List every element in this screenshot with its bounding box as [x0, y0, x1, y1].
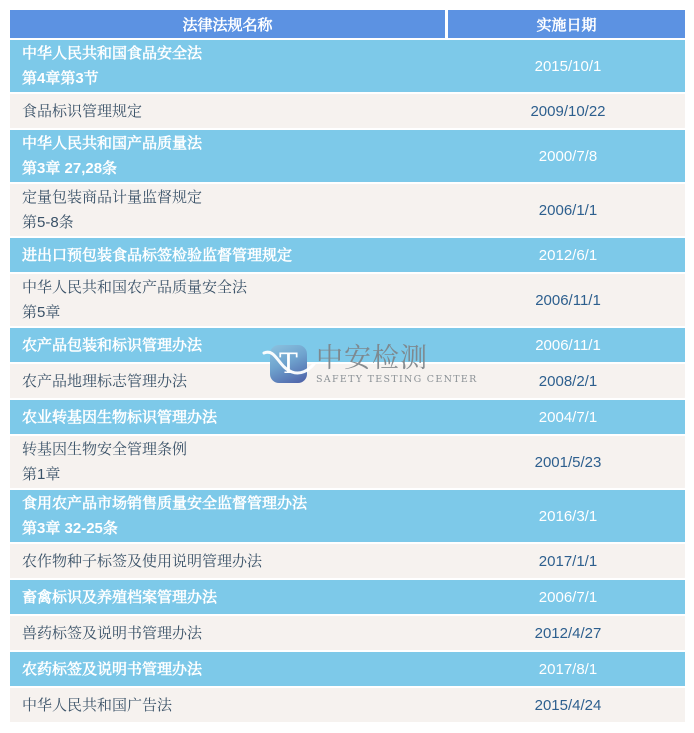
law-name-line1: 农产品地理标志管理办法: [22, 372, 188, 390]
table-row: [10, 544, 685, 580]
header-effective-date: 实施日期: [536, 16, 597, 34]
law-name-line1: 进出口预包装食品标签检验监督管理规定: [22, 246, 293, 264]
effective-date-cell: 2016/3/1: [538, 507, 598, 525]
table-row: [10, 94, 685, 130]
effective-date-cell: 2001/5/23: [534, 453, 602, 471]
effective-date-cell: 2006/11/1: [535, 336, 601, 354]
table-row: [10, 580, 685, 616]
law-name-line1: 定量包装商品计量监督规定: [22, 189, 203, 206]
table-header-row: [10, 10, 685, 40]
effective-date-cell: 2006/7/1: [538, 588, 598, 606]
table-row: [10, 400, 685, 436]
law-name-line2: 第3章 32-25条: [22, 520, 118, 537]
effective-date-cell: 2006/11/1: [535, 291, 601, 309]
law-name-line1: 中华人民共和国食品安全法: [22, 45, 203, 62]
table-row: [10, 40, 685, 94]
effective-date-cell: 2015/10/1: [534, 57, 602, 75]
law-name-line1: 中华人民共和国农产品质量安全法: [22, 279, 248, 296]
regulations-table: [10, 10, 685, 724]
table-row: [10, 652, 685, 688]
effective-date-cell: 2000/7/8: [538, 147, 598, 165]
law-name-cell: [10, 688, 451, 722]
law-name-cell: [10, 184, 451, 236]
law-name-line1: 畜禽标识及养殖档案管理办法: [22, 588, 218, 606]
law-name-line2: 第3章 27,28条: [22, 160, 118, 177]
effective-date-cell: 2015/4/24: [534, 696, 602, 714]
law-name-cell: [10, 490, 451, 542]
table-row: [10, 238, 685, 274]
table-row: [10, 490, 685, 544]
table-row: [10, 184, 685, 238]
law-name-line2: 第4章第3节: [22, 70, 99, 87]
law-name-cell: [10, 130, 451, 182]
table-row: [10, 688, 685, 724]
law-name-cell: [10, 328, 451, 362]
law-name-cell: [10, 400, 451, 434]
law-name-cell: [10, 364, 451, 398]
law-name-cell: [10, 544, 451, 578]
law-name-line1: 农作物种子标签及使用说明管理办法: [22, 552, 263, 570]
law-name-cell: [10, 40, 451, 92]
law-name-line1: 食用农产品市场销售质量安全监督管理办法: [22, 495, 308, 512]
table-row: [10, 616, 685, 652]
table-row: [10, 130, 685, 184]
law-name-cell: [10, 616, 451, 650]
law-name-line1: 农产品包装和标识管理办法: [22, 336, 203, 354]
effective-date-cell: 2009/10/22: [530, 102, 606, 120]
law-name-line1: 中华人民共和国产品质量法: [22, 135, 203, 152]
law-name-line1: 食品标识管理规定: [22, 102, 143, 120]
law-name-line2: 第1章: [22, 466, 61, 483]
watermark-subtitle: SAFETY TESTING CENTER: [316, 374, 478, 385]
law-name-line2: 第5-8条: [22, 214, 74, 231]
header-law-name: 法律法规名称: [10, 10, 448, 38]
law-name-line1: 农药标签及说明书管理办法: [22, 660, 203, 678]
table-body: [10, 40, 685, 724]
law-name-line2: 第5章: [22, 304, 61, 321]
law-name-line1: 兽药标签及说明书管理办法: [22, 624, 203, 642]
law-name-line1: 中华人民共和国广告法: [22, 696, 173, 714]
table-row: [10, 364, 685, 400]
effective-date-cell: 2012/4/27: [534, 624, 602, 642]
effective-date-cell: 2017/1/1: [538, 552, 598, 570]
law-name-cell: [10, 238, 451, 272]
law-name-cell: [10, 94, 451, 128]
effective-date-cell: 2012/6/1: [538, 246, 598, 264]
table-row: [10, 274, 685, 328]
effective-date-cell: 2017/8/1: [538, 660, 598, 678]
watermark-title: 中安检测: [316, 343, 428, 374]
law-name-cell: [10, 436, 451, 488]
law-name-cell: [10, 274, 451, 326]
law-name-line1: 转基因生物安全管理条例: [22, 441, 188, 458]
table-row: [10, 328, 685, 364]
law-name-cell: [10, 652, 451, 686]
effective-date-cell: 2006/1/1: [538, 201, 598, 219]
effective-date-cell: 2004/7/1: [538, 408, 598, 426]
effective-date-cell: 2008/2/1: [538, 372, 598, 390]
table-row: [10, 436, 685, 490]
logo-letter: T: [279, 347, 298, 380]
law-name-cell: [10, 580, 451, 614]
law-name-line1: 农业转基因生物标识管理办法: [22, 408, 218, 426]
